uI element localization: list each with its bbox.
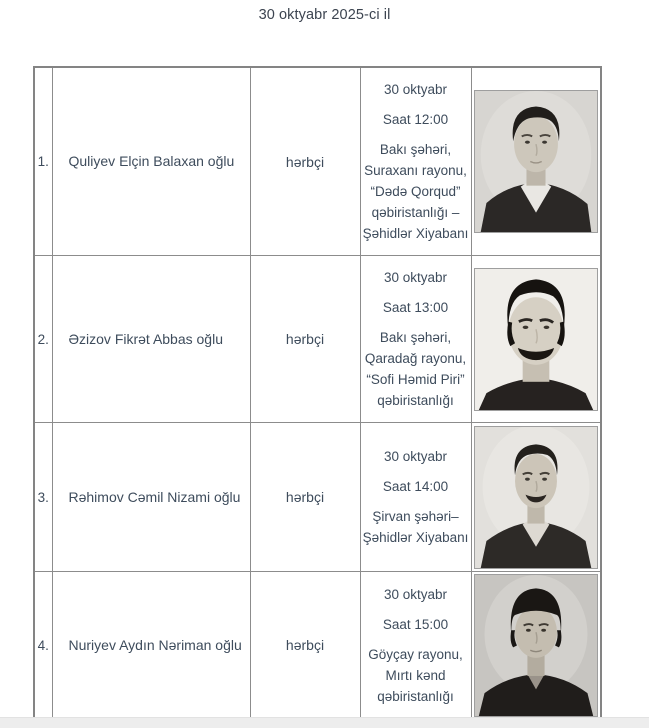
ceremony-date: 30 oktyabr bbox=[383, 586, 448, 602]
table-row bbox=[34, 423, 601, 572]
portrait-photo-graphic bbox=[475, 269, 597, 410]
row-number: 4. bbox=[34, 572, 52, 720]
portrait-photo bbox=[474, 426, 598, 569]
photo-cell bbox=[471, 572, 601, 720]
table-row bbox=[34, 67, 601, 256]
photo-cell bbox=[471, 256, 601, 423]
portrait-photo-graphic bbox=[475, 427, 597, 568]
table-row bbox=[34, 572, 601, 720]
row-number: 3. bbox=[34, 423, 52, 572]
ceremony-location: Göyçay rayonu, Mırtı kənd qəbiristanlığı bbox=[368, 646, 463, 704]
ceremony-time: Saat 12:00 bbox=[382, 112, 449, 127]
portrait-photo bbox=[474, 574, 598, 717]
ceremony-date: 30 oktyabr bbox=[383, 270, 448, 285]
ceremony-location: Şirvan şəhəri– Şəhidlər Xiyabanı bbox=[362, 509, 469, 545]
portrait-photo bbox=[474, 90, 598, 233]
ceremony-details bbox=[360, 572, 471, 720]
memorial-table bbox=[33, 66, 602, 721]
page-title: 30 oktyabr 2025-ci il bbox=[258, 7, 391, 23]
person-occupation: hərbçi bbox=[250, 572, 360, 720]
portrait-photo bbox=[474, 268, 598, 411]
person-name: Rəhimov Cəmil Nizami oğlu bbox=[52, 423, 250, 572]
ceremony-time: Saat 14:00 bbox=[382, 479, 449, 494]
person-occupation: hərbçi bbox=[250, 67, 360, 256]
photo-cell bbox=[471, 67, 601, 256]
page-bottom-strip bbox=[0, 717, 649, 728]
ceremony-details bbox=[360, 256, 471, 423]
ceremony-date: 30 oktyabr bbox=[383, 82, 448, 97]
ceremony-details bbox=[360, 67, 471, 256]
ceremony-details bbox=[360, 423, 471, 572]
table-row bbox=[34, 256, 601, 423]
ceremony-location: Bakı şəhəri, Qaradağ rayonu, “Sofi Həmid Piri” qəbiristanlığı bbox=[364, 330, 467, 408]
row-number: 2. bbox=[34, 256, 52, 423]
ceremony-date: 30 oktyabr bbox=[383, 449, 448, 464]
portrait-photo-graphic bbox=[475, 575, 597, 716]
row-number: 1. bbox=[34, 67, 52, 256]
photo-cell bbox=[471, 423, 601, 572]
person-occupation: hərbçi bbox=[250, 256, 360, 423]
portrait-photo-graphic bbox=[475, 91, 597, 232]
person-name: Nuriyev Aydın Nəriman oğlu bbox=[52, 572, 250, 720]
ceremony-time: Saat 13:00 bbox=[382, 300, 449, 315]
person-name: Quliyev Elçin Balaxan oğlu bbox=[52, 67, 250, 256]
ceremony-location: Bakı şəhəri, Suraxanı rayonu, “Dədə Qorqud” qəbiristanlığı – Şəhidlər Xiyabanı bbox=[362, 142, 469, 241]
ceremony-time: Saat 15:00 bbox=[382, 616, 449, 632]
person-name: Əzizov Fikrət Abbas oğlu bbox=[52, 256, 250, 423]
person-occupation: hərbçi bbox=[250, 423, 360, 572]
